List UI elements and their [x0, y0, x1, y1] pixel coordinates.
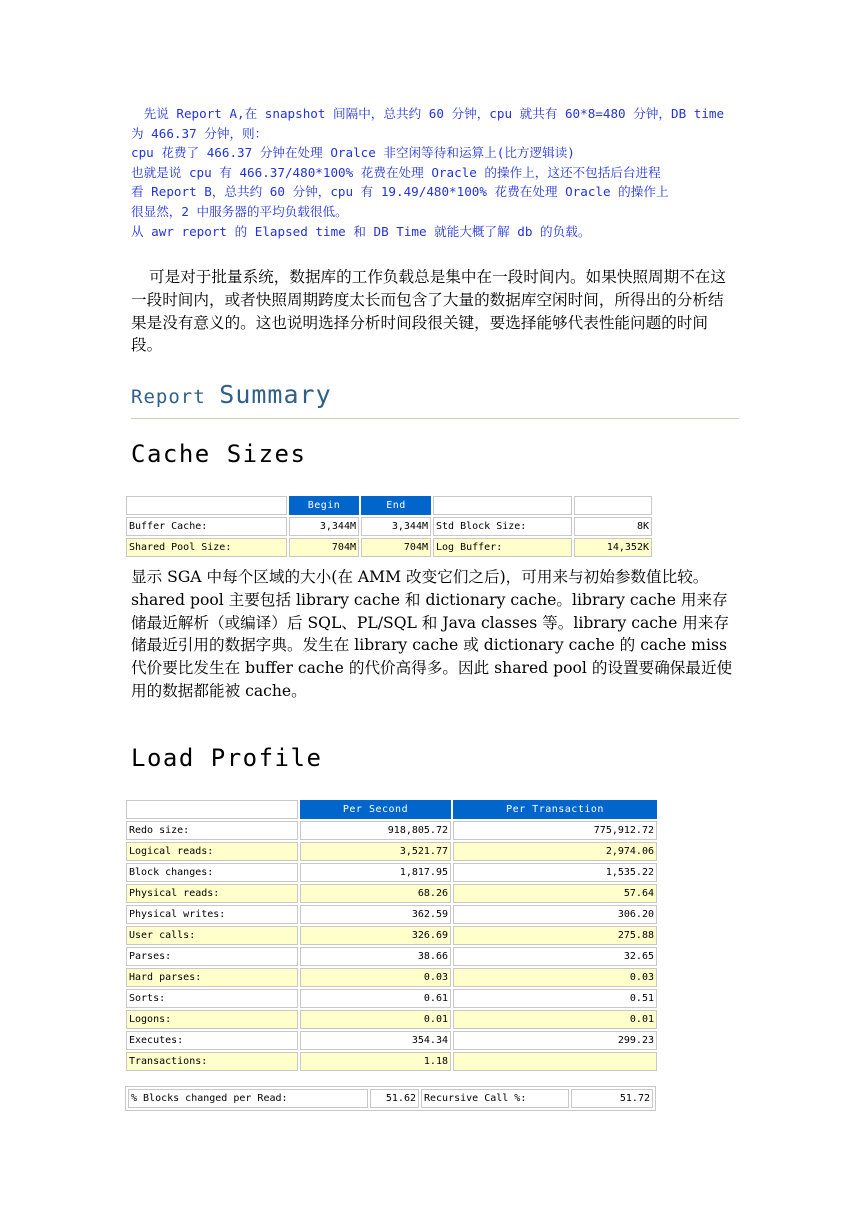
- table-cell: 1,817.95: [300, 863, 451, 882]
- table-cell: Logical reads:: [126, 842, 298, 861]
- table-cell: Redo size:: [126, 821, 298, 840]
- table-cell: Shared Pool Size:: [126, 538, 287, 557]
- table-cell: Physical reads:: [126, 884, 298, 903]
- table-row: [126, 1052, 657, 1071]
- table-row: [126, 517, 652, 536]
- table-cell: Buffer Cache:: [126, 517, 287, 536]
- cache-sizes-table: [124, 494, 654, 559]
- table-cell: 51.72: [571, 1089, 653, 1108]
- table-cell: 704M: [361, 538, 431, 557]
- report-a-notes: [131, 104, 741, 241]
- table-row: [126, 926, 657, 945]
- note-line: 从 awr report 的 Elapsed time 和 DB Time 就能大概了解 db 的负载。: [131, 223, 591, 239]
- table-cell: Physical writes:: [126, 905, 298, 924]
- table-cell: 0.03: [300, 968, 451, 987]
- table-row: [126, 821, 657, 840]
- table-cell: 326.69: [300, 926, 451, 945]
- table-cell: 57.64: [453, 884, 657, 903]
- table-cell: 1.18: [300, 1052, 451, 1071]
- table-row: [126, 1010, 657, 1029]
- note-line: 很显然，2 中服务器的平均负载很低。: [131, 203, 348, 219]
- table-cell: 1,535.22: [453, 863, 657, 882]
- load-profile-footer-table: [125, 1086, 656, 1111]
- table-cell: Block changes:: [126, 863, 298, 882]
- table-cell: Recursive Call %:: [421, 1089, 569, 1108]
- note-line: 先说 Report A,在 snapshot 间隔中，总共约 60 分钟，cpu 就共有 60*8=480 分钟，DB time: [131, 106, 725, 121]
- table-header-row: [126, 496, 652, 515]
- table-cell: 3,344M: [289, 517, 359, 536]
- header-cell: End: [361, 496, 431, 515]
- table-cell: Log Buffer:: [433, 538, 572, 557]
- table-cell: Parses:: [126, 947, 298, 966]
- table-cell: Std Block Size:: [433, 517, 572, 536]
- table-cell: 3,521.77: [300, 842, 451, 861]
- report-summary-heading: [131, 380, 739, 419]
- note-line: 看 Report B，总共约 60 分钟，cpu 有 19.49/480*100% 花费在处理 Oracle 的操作上: [131, 184, 669, 200]
- header-cell: Per Second: [300, 800, 451, 819]
- table-row: [126, 905, 657, 924]
- table-cell: % Blocks changed per Read:: [128, 1089, 368, 1108]
- table-cell: 0.01: [300, 1010, 451, 1029]
- header-cell: Begin: [289, 496, 359, 515]
- table-cell: 3,344M: [361, 517, 431, 536]
- table-cell: 0.61: [300, 989, 451, 1008]
- table-cell: 68.26: [300, 884, 451, 903]
- table-cell: 704M: [289, 538, 359, 557]
- table-row: [126, 842, 657, 861]
- report-summary-part1: Report: [131, 386, 206, 408]
- table-cell: 0.51: [453, 989, 657, 1008]
- load-profile-heading: Load Profile: [131, 744, 323, 772]
- table-cell: 0.01: [453, 1010, 657, 1029]
- table-cell: Executes:: [126, 1031, 298, 1050]
- cache-sizes-heading: Cache Sizes: [131, 440, 307, 468]
- table-cell: 306.20: [453, 905, 657, 924]
- table-cell: 2,974.06: [453, 842, 657, 861]
- load-profile-table: [124, 798, 659, 1073]
- table-cell: Transactions:: [126, 1052, 298, 1071]
- table-row: [126, 968, 657, 987]
- table-cell: 51.62: [370, 1089, 419, 1108]
- sga-paragraph-text: 显示 SGA 中每个区域的大小(在 AMM 改变它们之后)，可用来与初始参数值比较。shared pool 主要包括 library cache 和 dictionary cache。library cache 用来存储最近解析（或编译）后 SQL、PL/SQL 和 Java classes 等。library cache 用来存储最近引用的数据字典。发生在 library cache 或 dictionary cache 的 cache miss 代价要比发生在 buffer cache 的代价高得多。因此 shared pool 的设置要确保最近使用的数据都能被 cache。: [131, 568, 733, 700]
- note-line: 也就是说 cpu 有 466.37/480*100% 花费在处理 Oracle 的操作上，这还不包括后台进程: [131, 164, 661, 180]
- table-row: [126, 863, 657, 882]
- table-cell: 362.59: [300, 905, 451, 924]
- sga-paragraph: [131, 566, 739, 703]
- report-summary-part2: Summary: [219, 380, 332, 409]
- table-cell: 0.03: [453, 968, 657, 987]
- header-cell: [126, 800, 298, 819]
- table-cell: 918,805.72: [300, 821, 451, 840]
- table-cell: 14,352K: [574, 538, 652, 557]
- table-cell: 275.88: [453, 926, 657, 945]
- header-cell: [433, 496, 572, 515]
- table-cell: 8K: [574, 517, 652, 536]
- table-cell: Hard parses:: [126, 968, 298, 987]
- table-cell: 354.34: [300, 1031, 451, 1050]
- table-row: [126, 947, 657, 966]
- table-cell: 38.66: [300, 947, 451, 966]
- table-cell: 32.65: [453, 947, 657, 966]
- table-cell: 299.23: [453, 1031, 657, 1050]
- header-cell: Per Transaction: [453, 800, 657, 819]
- batch-paragraph: [131, 266, 739, 357]
- header-cell: [574, 496, 652, 515]
- table-row: [126, 989, 657, 1008]
- table-row: [126, 884, 657, 903]
- table-cell: User calls:: [126, 926, 298, 945]
- table-row: [126, 538, 652, 557]
- table-cell: Logons:: [126, 1010, 298, 1029]
- table-cell: 775,912.72: [453, 821, 657, 840]
- table-cell: Sorts:: [126, 989, 298, 1008]
- note-line: cpu 花费了 466.37 分钟在处理 Oralce 非空闲等待和运算上(比方逻辑读): [131, 145, 575, 161]
- note-line: 为 466.37 分钟，则：: [131, 125, 268, 141]
- table-header-row: [126, 800, 657, 819]
- batch-paragraph-text: 可是对于批量系统，数据库的工作负载总是集中在一段时间内。如果快照周期不在这一段时间内，或者快照周期跨度太长而包含了大量的数据库空闲时间，所得出的分析结果是没有意义的。这也说明选择分析时间段很关键，要选择能够代表性能问题的时间段。: [131, 268, 726, 355]
- header-cell: [126, 496, 287, 515]
- table-row: [128, 1089, 653, 1108]
- table-cell: [453, 1052, 657, 1071]
- table-row: [126, 1031, 657, 1050]
